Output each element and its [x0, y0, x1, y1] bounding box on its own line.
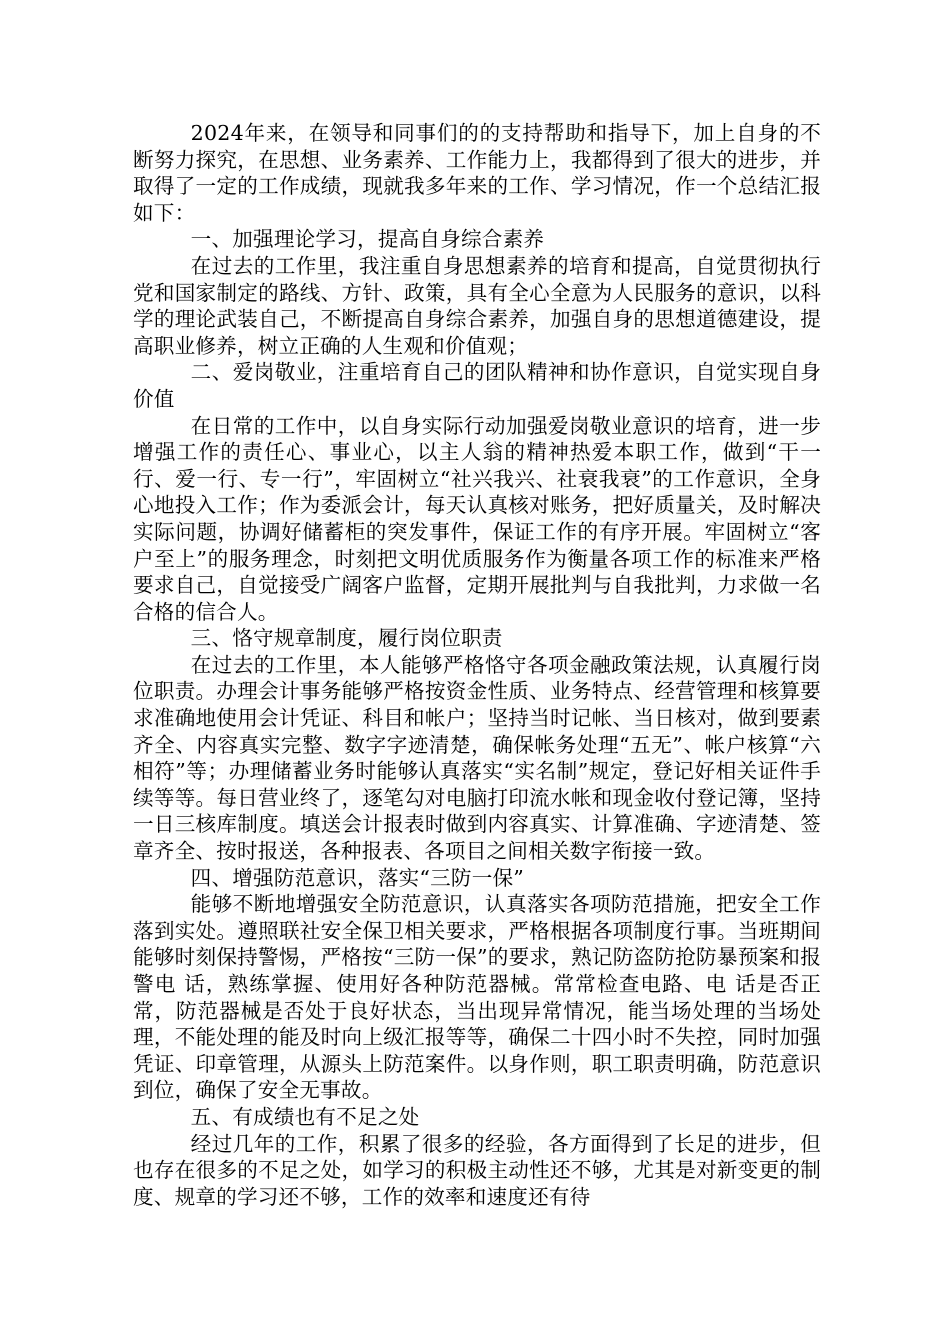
paragraph-2: 在日常的工作中，以自身实际行动加强爱岗敬业意识的培育，进一步增强工作的责任心、事业心，以主人翁的精神热爱本职工作，做到“干一行、爱一行、专一行”，牢固树立“社兴我兴、社衰我衰”的工作意识，全身心地投入工作；作为委派会计，每天认真核对账务，把好质量关，及时解决实际问题，协调好储蓄柜的突发事件，保证工作的有序开展。牢固树立“客户至上”的服务理念，时刻把文明优质服务作为衡量各项工作的标准来严格要求自己，自觉接受广阔客户监督，定期开展批判与自我批判，力求做一名合格的信合人。 [133, 413, 821, 624]
section-heading-3: 三、恪守规章制度，履行岗位职责 [190, 626, 503, 651]
paragraph-1: 在过去的工作里，我注重自身思想素养的培育和提高，自觉贯彻执行党和国家制定的路线、方针、政策，具有全心全意为人民服务的意识，以科学的理论武装自己，不断提高自身综合素养，加强自身的思想道德建设，提高职业修养，树立正确的人生观和价值观； [133, 253, 821, 358]
section-heading-5: 五、有成绩也有不足之处 [190, 1104, 420, 1129]
paragraph-5: 经过几年的工作，积累了很多的经验，各方面得到了长足的进步，但也存在很多的不足之处，如学习的积极主动性还不够，尤其是对新变更的制度、规章的学习还不够，工作的效率和速度还有待 [133, 1131, 821, 1209]
paragraph-3: 在过去的工作里，本人能够严格恪守各项金融政策法规，认真履行岗位职责。办理会计事务能够严格按资金性质、业务特点、经营管理和核算要求准确地使用会计凭证、科目和帐户；坚持当时记帐、当日核对，做到要素齐全、内容真实完整、数字字迹清楚，确保帐务处理“五无”、帐户核算“六相符”等；办理储蓄业务时能够认真落实“实名制”规定，登记好相关证件手续等等。每日营业终了，逐笔勾对电脑打印流水帐和现金收付登记簿，坚持一日三核库制度。填送会计报表时做到内容真实、计算准确、字迹清楚、签章齐全、按时报送，各种报表、各项目之间相关数字衔接一致。 [133, 652, 821, 864]
document-body [133, 120, 821, 1210]
section-heading-4: 四、增强防范意识，落实“三防一保” [190, 865, 525, 890]
section-heading-1: 一、加强理论学习，提高自身综合素养 [190, 227, 545, 252]
section-heading-2: 二、爱岗敬业，注重培育自己的团队精神和协作意识，自觉实现自身价值 [133, 360, 821, 411]
paragraph-4: 能够不断地增强安全防范意识，认真落实各项防范措施，把安全工作落到实处。遵照联社安全保卫相关要求，严格根据各项制度行事。当班期间能够时刻保持警惕，严格按“三防一保”的要求，熟记防盗防抢防暴预案和报警电 话，熟练掌握、使用好各种防范器械。常常检查电路、电 话是否正常，防范器械是否处于良好状态，当出现异常情况，能当场处理的当场处理，不能处理的能及时向上级汇报等等，确保二十四小时不失控，同时加强凭证、印章管理，从源头上防范案件。以身作则，职工职责明确，防范意识到位，确保了安全无事故。 [133, 892, 821, 1103]
paragraph-intro: 2024年来，在领导和同事们的的支持帮助和指导下，加上自身的不断努力探究，在思想、业务素养、工作能力上，我都得到了很大的进步，并取得了一定的工作成绩，现就我多年来的工作、学习情况，作一个总结汇报如下： [133, 121, 821, 225]
